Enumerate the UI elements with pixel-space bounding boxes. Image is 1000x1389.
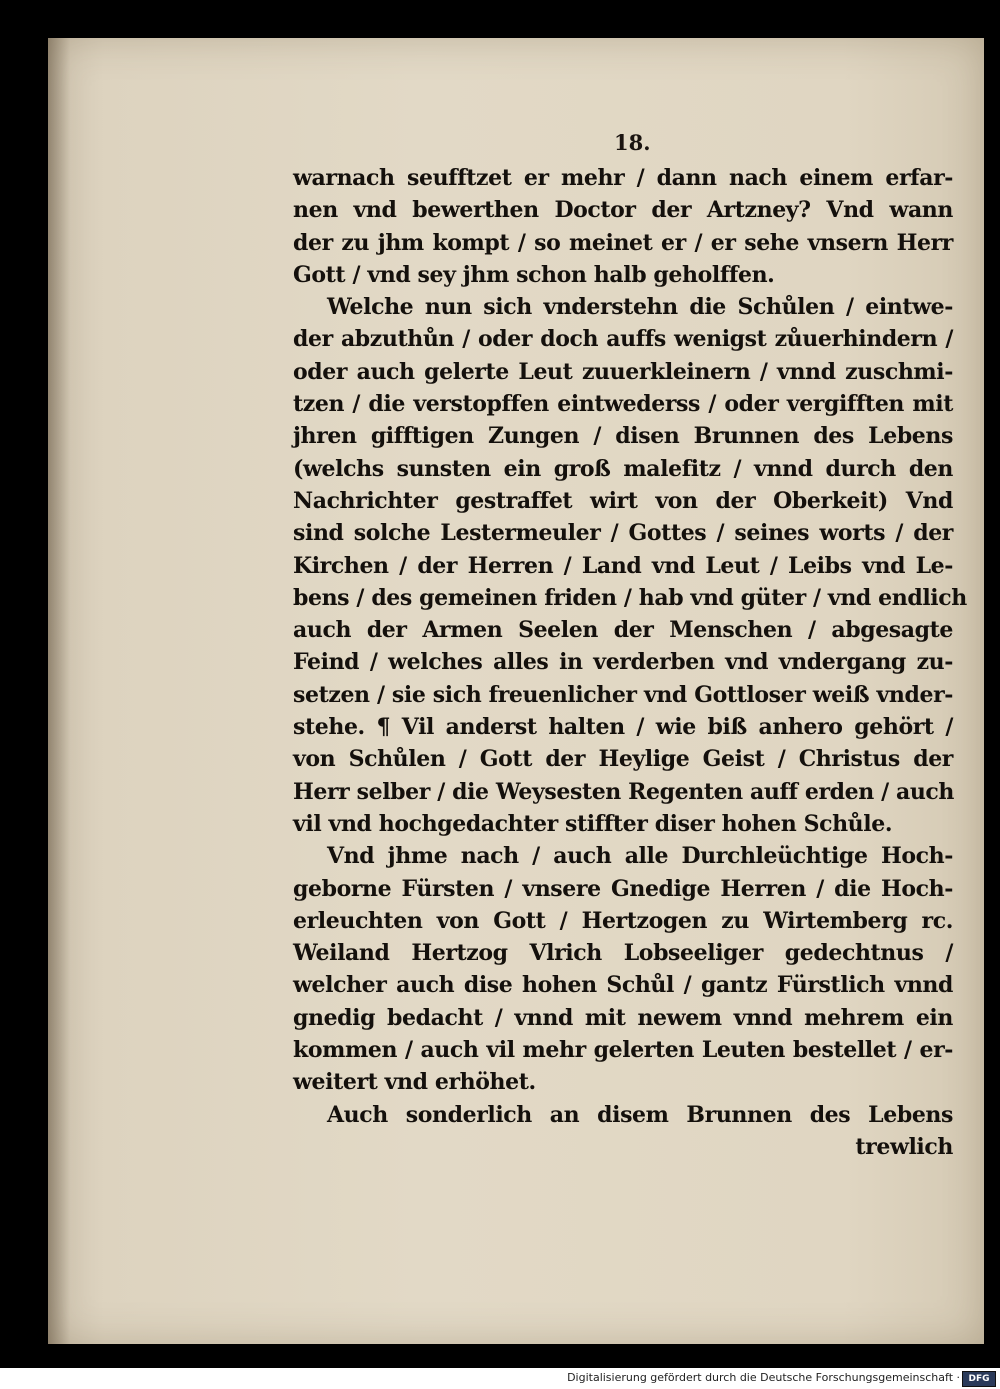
text-line: warnach seufftzet er mehr / dann nach einem erfar- (293, 165, 953, 191)
text-line: Gott / vnd sey jhm schon halb geholffen. (293, 261, 775, 288)
text-line: welcher auch dise hohen Schůl / gantz Fürstlich vnnd (293, 972, 953, 999)
text-line: der zu jhm kompt / so meinet er / er sehe vnsern Herr (293, 229, 953, 256)
text-line: oder auch gelerte Leut zuuerkleinern / vnnd zuschmi- (293, 358, 953, 385)
text-line: der abzuthůn / oder doch auffs wenigst zůuerhindern / (293, 326, 953, 353)
text-line: gnedig bedacht / vnnd mit newem vnnd mehrem ein (293, 1004, 953, 1031)
funding-notice: Digitalisierung gefördert durch die Deutsche Forschungsgemeinschaft · (567, 1371, 960, 1384)
text-line: jhren gifftigen Zungen / disen Brunnen des Lebens (293, 423, 953, 450)
text-line: setzen / sie sich freuenlicher vnd Gottloser weiß vnder- (293, 681, 953, 708)
text-line: Vnd jhme nach / auch alle Durchleüchtige Hoch- (327, 843, 953, 870)
text-line: Herr selber / die Weysesten Regenten auff erden / auch (293, 778, 955, 805)
text-line: Kirchen / der Herren / Land vnd Leut / Leibs vnd Le- (293, 552, 953, 579)
footer-bar (0, 1368, 1000, 1389)
text-line: sind solche Lestermeuler / Gottes / seines worts / der (293, 520, 953, 547)
page-number: 18. (614, 130, 651, 155)
text-line: nen vnd bewerthen Doctor der Artzney? Vnd wann (293, 197, 953, 224)
text-line: weitert vnd erhöhet. (293, 1069, 536, 1096)
text-line: erleuchten von Gott / Hertzogen zu Wirtemberg rc. (293, 907, 953, 934)
text-line: auch der Armen Seelen der Menschen / abgesagte (293, 617, 953, 644)
text-line: Welche nun sich vnderstehn die Schůlen / eintwe- (327, 294, 953, 321)
text-line: geborne Fürsten / vnsere Gnedige Herren / die Hoch- (293, 875, 953, 902)
text-line: (welchs sunsten ein groß malefitz / vnnd durch den (293, 455, 953, 482)
text-line: stehe. ¶ Vil anderst halten / wie biß anhero gehört / (293, 714, 953, 741)
text-line: Weiland Hertzog Vlrich Lobseeliger gedechtnus / (293, 940, 953, 967)
text-line: von Schůlen / Gott der Heylige Geist / Christus der (293, 746, 953, 773)
text-line: Auch sonderlich an disem Brunnen des Lebens (327, 1101, 953, 1128)
text-line: vil vnd hochgedachter stiffter diser hohen Schůle. (293, 810, 893, 837)
text-line: Nachrichter gestraffet wirt von der Oberkeit) Vnd (293, 487, 953, 514)
dfg-logo-icon: DFG (962, 1371, 996, 1387)
text-line: Feind / welches alles in verderben vnd vndergang zu- (293, 649, 953, 676)
text-line: tzen / die verstopffen eintwederss / oder vergifften mit (293, 391, 953, 418)
text-line: bens / des gemeinen friden / hab vnd güter / vnd endlich (293, 584, 967, 611)
catchword: trewlich (855, 1133, 953, 1160)
text-line: kommen / auch vil mehr gelerten Leuten bestellet / er- (293, 1037, 953, 1064)
body-text (293, 162, 967, 1163)
